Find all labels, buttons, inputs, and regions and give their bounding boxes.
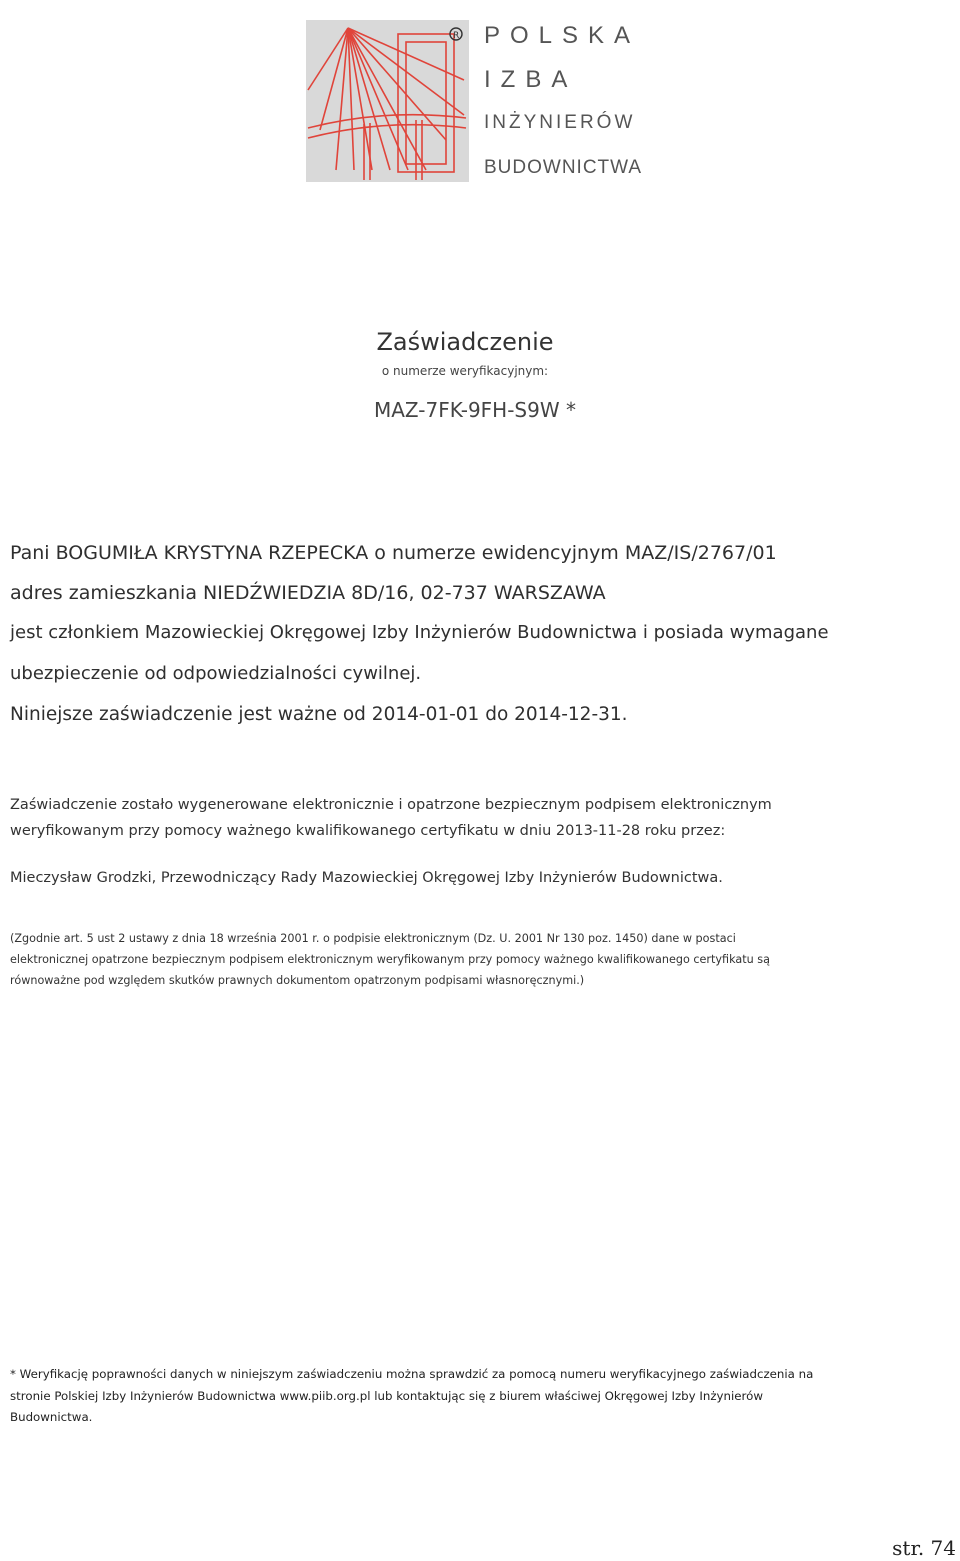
signature-info-line: Zaświadczenie zostało wygenerowane elektronicznie i opatrzone bezpiecznym podpisem elektronicznym: [10, 797, 772, 813]
legal-note-line: elektronicznej opatrzone bezpiecznym podpisem elektronicznym weryfikowanym przy pomocy ważnego kwalifikowanego certyfikatu są: [10, 953, 770, 966]
footnote-line: * Weryfikację poprawności danych w niniejszym zaświadczeniu można sprawdzić za pomocą numeru weryfikacyjnego zaświadczenia na: [10, 1367, 814, 1381]
document-subtitle: o numerze weryfikacyjnym:: [381, 364, 549, 378]
member-name-line: Pani BOGUMIŁA KRYSTYNA RZEPECKA o numerze ewidencyjnym MAZ/IS/2767/01: [10, 542, 777, 564]
page-number: str. 74: [892, 1536, 956, 1560]
wordmark-line: INŻYNIERÓW: [484, 112, 636, 133]
legal-note-line: równoważne pod względem skutków prawnych dokumentom opatrzonym podpisami własnoręcznymi.): [10, 974, 585, 987]
signer-line: Mieczysław Grodzki, Przewodniczący Rady Mazowieckiej Okręgowej Izby Inżynierów Budownictwa.: [10, 870, 723, 886]
address-line: adres zamieszkania NIEDŹWIEDZIA 8D/16, 02-737 WARSZAWA: [10, 582, 606, 604]
svg-text:R: R: [453, 31, 460, 41]
membership-line: jest członkiem Mazowieckiej Okręgowej Izby Inżynierów Budownictwa i posiada wymagane: [10, 622, 829, 643]
wordmark-line: IZBA: [484, 66, 578, 93]
piib-bridge-logo-icon: [306, 20, 469, 182]
validity-line: Niniejsze zaświadczenie jest ważne od 2014-01-01 do 2014-12-31.: [10, 704, 628, 725]
wordmark-line: BUDOWNICTWA: [484, 157, 643, 178]
document-title: Zaświadczenie: [376, 328, 554, 356]
legal-note-line: (Zgodnie art. 5 ust 2 ustawy z dnia 18 września 2001 r. o podpisie elektronicznym (Dz. U. 2001 Nr 130 poz. 1450) dane w postaci: [10, 932, 736, 945]
footnote-line: Budownictwa.: [10, 1410, 93, 1424]
verification-code: MAZ-7FK-9FH-S9W *: [373, 398, 576, 422]
signature-info-line: weryfikowanym przy pomocy ważnego kwalifikowanego certyfikatu w dniu 2013-11-28 roku przez:: [10, 823, 726, 839]
insurance-line: ubezpieczenie od odpowiedzialności cywilnej.: [10, 663, 422, 684]
footnote-line: stronie Polskiej Izby Inżynierów Budownictwa www.piib.org.pl lub kontaktując się z biurem właściwej Okręgowej Izby Inżynierów: [10, 1389, 763, 1403]
wordmark-line: POLSKA: [484, 22, 641, 49]
